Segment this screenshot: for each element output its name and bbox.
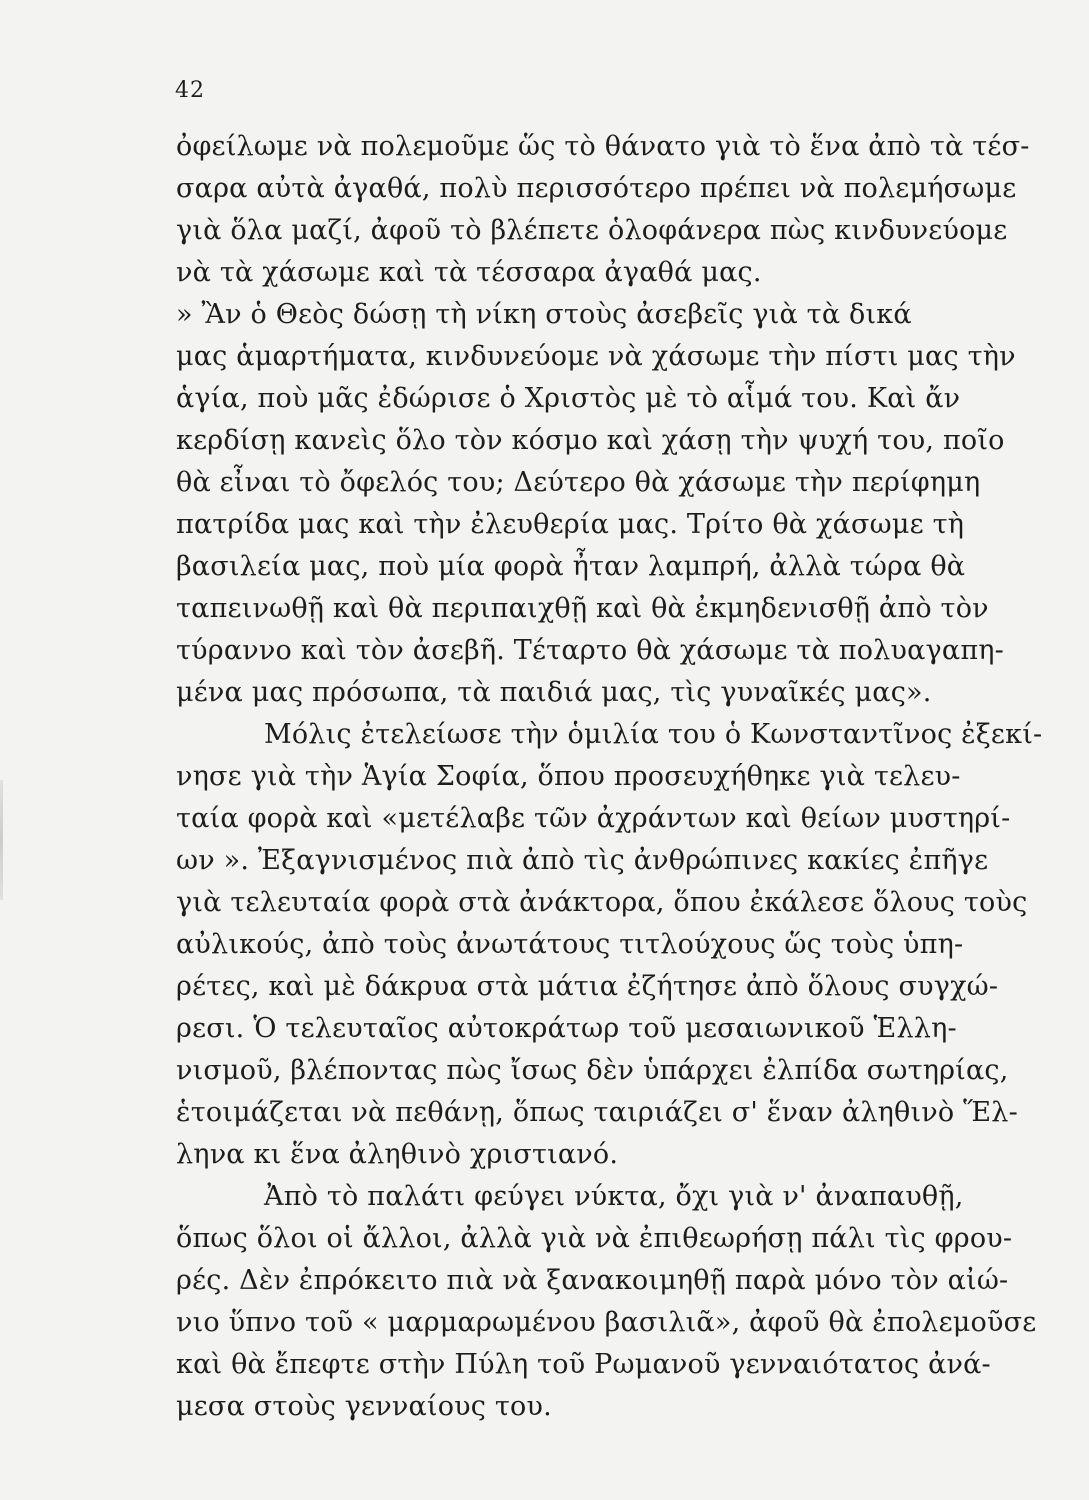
text-line-21: ρέτες, καὶ μὲ δάκρυα στὰ μάτια ἐζήτησε ἀπὸ ὅλους συγχώ- <box>176 971 999 1002</box>
text-line-23: νισμοῦ, βλέποντας πὼς ἴσως δὲν ὑπάρχει ἐλπίδα σωτηρίας, <box>176 1055 1009 1086</box>
text-line-29: νιο ὕπνο τοῦ « μαρμαρωμένου βασιλιᾶ», ἀφοῦ θὰ ἐπολεμοῦσε <box>176 1307 1037 1338</box>
text-line-6: μας ἁμαρτήματα, κινδυνεύομε νὰ χάσωμε τὴν πίστι μας τὴν <box>176 341 1016 372</box>
text-line-2: σαρα αὐτὰ ἀγαθά, πολὺ περισσότερο πρέπει νὰ πολεμήσωμε <box>176 173 1017 204</box>
text-line-18: ων ». Ἐξαγνισμένος πιὰ ἀπὸ τὶς ἀνθρώπινες κακίες ἐπῆγε <box>176 845 989 876</box>
text-line-30: καὶ θὰ ἔπεφτε στὴν Πύλη τοῦ Ρωμανοῦ γενναιότατος ἀνά- <box>176 1349 991 1380</box>
text-line-16: νησε γιὰ τὴν Ἁγία Σοφία, ὅπου προσευχήθηκε γιὰ τελευ- <box>176 761 961 792</box>
text-line-10: πατρίδα μας καὶ τὴν ἐλευθερία μας. Τρίτο θὰ χάσωμε τὴ <box>176 509 965 540</box>
text-line-31: μεσα στοὺς γενναίους του. <box>176 1391 552 1422</box>
text-line-26: Ἀπὸ τὸ παλάτι φεύγει νύκτα, ὄχι γιὰ ν' ἀναπαυθῇ, <box>264 1181 964 1212</box>
text-line-19: γιὰ τελευταία φορὰ στὰ ἀνάκτορα, ὅπου ἐκάλεσε ὅλους τοὺς <box>176 887 1028 918</box>
text-line-5: » Ἂν ὁ Θεὸς δώσῃ τὴ νίκη στοὺς ἀσεβεῖς γιὰ τὰ δικά <box>176 299 912 330</box>
text-line-27: ὅπως ὅλοι οἱ ἄλλοι, ἀλλὰ γιὰ νὰ ἐπιθεωρήσῃ πάλι τὶς φρου- <box>176 1223 1013 1254</box>
text-line-22: ρεσι. Ὁ τελευταῖος αὐτοκράτωρ τοῦ μεσαιωνικοῦ Ἑλλη- <box>176 1013 957 1044</box>
text-line-20: αὐλικούς, ἀπὸ τοὺς ἀνωτάτους τιτλούχους ὥς τοὺς ὑπη- <box>176 929 964 960</box>
text-line-1: ὀφείλωμε νὰ πολεμοῦμε ὥς τὸ θάνατο γιὰ τὸ ἕνα ἀπὸ τὰ τέσ- <box>176 131 1030 162</box>
text-line-13: τύραννο καὶ τὸν ἀσεβῆ. Τέταρτο θὰ χάσωμε τὰ πολυαγαπη- <box>176 635 1004 666</box>
text-line-15: Μόλις ἐτελείωσε τὴν ὁμιλία του ὁ Κωνσταντῖνος ἐξεκί- <box>264 719 1043 750</box>
text-line-4: νὰ τὰ χάσωμε καὶ τὰ τέσσαρα ἀγαθά μας. <box>176 257 762 288</box>
text-line-17: ταία φορὰ καὶ «μετέλαβε τῶν ἀχράντων καὶ θείων μυστηρί- <box>176 803 1011 834</box>
text-line-12: ταπεινωθῇ καὶ θὰ περιπαιχθῇ καὶ θὰ ἐκμηδενισθῇ ἀπὸ τὸν <box>176 593 989 624</box>
text-line-14: μένα μας πρόσωπα, τὰ παιδιά μας, τὶς γυναῖκές μας». <box>176 677 932 708</box>
text-line-28: ρές. Δὲν ἐπρόκειτο πιὰ νὰ ξανακοιμηθῇ παρὰ μόνο τὸν αἰώ- <box>176 1265 1009 1296</box>
text-line-9: θὰ εἶναι τὸ ὄφελός του; Δεύτερο θὰ χάσωμε τὴν περίφημη <box>176 467 981 498</box>
text-line-3: γιὰ ὅλα μαζί, ἀφοῦ τὸ βλέπετε ὁλοφάνερα πὼς κινδυνεύομε <box>176 215 1008 246</box>
page-number: 42 <box>175 78 205 103</box>
text-line-24: ἑτοιμάζεται νὰ πεθάνῃ, ὅπως ταιριάζει σ' ἕναν ἀληθινὸ Ἕλ- <box>176 1097 1018 1128</box>
text-line-11: βασιλεία μας, ποὺ μία φορὰ ἦταν λαμπρή, ἀλλὰ τώρα θὰ <box>176 551 966 582</box>
text-line-7: ἁγία, ποὺ μᾶς ἐδώρισε ὁ Χριστὸς μὲ τὸ αἷμά του. Καὶ ἄν <box>176 383 961 414</box>
scan-edge-shadow <box>0 780 3 900</box>
text-line-8: κερδίσῃ κανεὶς ὅλο τὸν κόσμο καὶ χάσῃ τὴν ψυχή του, ποῖο <box>176 425 1005 456</box>
text-line-25: ληνα κι ἕνα ἀληθινὸ χριστιανό. <box>176 1139 619 1170</box>
